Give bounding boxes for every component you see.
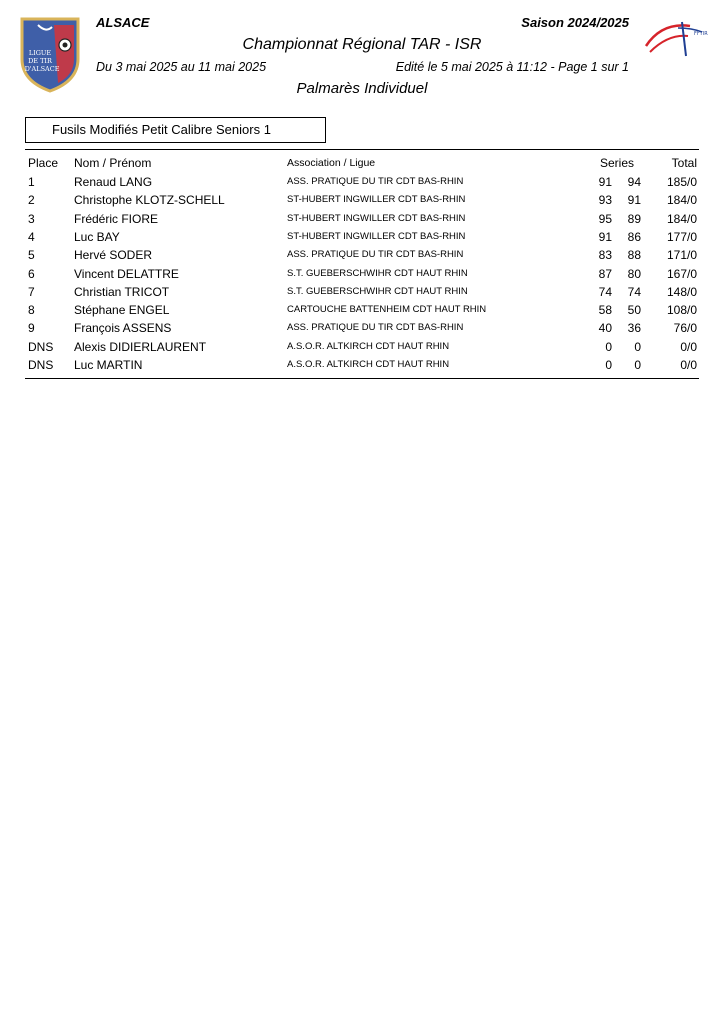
fftir-logo-text: FFTIR (694, 31, 708, 37)
row-series-2: 89 (627, 211, 641, 226)
table-row (0, 193, 724, 211)
table-row (0, 267, 724, 285)
col-header-series: Series (599, 156, 634, 170)
table-bottom-rule (25, 378, 699, 379)
row-association: ST-HUBERT INGWILLER CDT BAS-RHIN (287, 194, 466, 206)
table-row (0, 321, 724, 339)
row-total: 171/0 (666, 248, 697, 263)
row-total: 185/0 (666, 175, 697, 189)
row-association: ASS. PRATIQUE DU TIR CDT BAS-RHIN (287, 176, 464, 187)
row-name: Stéphane ENGEL (74, 303, 170, 318)
table-row (0, 358, 724, 376)
row-series-2: 74 (627, 284, 641, 299)
region-label: ALSACE (96, 15, 150, 30)
row-association: CARTOUCHE BATTENHEIM CDT HAUT RHIN (287, 304, 487, 316)
row-series-1: 95 (598, 211, 612, 226)
logo-text-line-1: LIGUE (28, 49, 52, 57)
row-association: A.S.O.R. ALTKIRCH CDT HAUT RHIN (287, 359, 450, 370)
table-row (0, 230, 724, 248)
row-name: Hervé SODER (74, 248, 153, 263)
row-place: 5 (28, 248, 35, 263)
table-row (0, 212, 724, 230)
row-name: Renaud LANG (74, 175, 153, 189)
row-total: 0/0 (680, 339, 697, 354)
row-association: ASS. PRATIQUE DU TIR CDT BAS-RHIN (287, 249, 464, 261)
row-name: Luc BAY (74, 229, 120, 244)
row-place: 7 (28, 284, 35, 299)
table-row (0, 285, 724, 303)
row-series-1: 58 (598, 303, 612, 318)
row-place: 9 (28, 321, 35, 336)
row-place: 4 (28, 229, 35, 244)
row-association: ASS. PRATIQUE DU TIR CDT BAS-RHIN (287, 322, 464, 334)
row-series-1: 91 (598, 229, 612, 244)
row-association: ST-HUBERT INGWILLER CDT BAS-RHIN (287, 230, 466, 242)
row-total: 184/0 (666, 193, 697, 208)
table-top-rule (25, 149, 699, 150)
table-row (0, 340, 724, 358)
row-place: 1 (28, 175, 35, 189)
row-series-1: 83 (598, 248, 612, 263)
row-total: 184/0 (666, 211, 697, 226)
row-name: Alexis DIDIERLAURENT (74, 339, 207, 354)
row-place: 8 (28, 303, 35, 318)
championship-title: Championnat Régional TAR - ISR (242, 36, 482, 53)
col-header-association: Association / Ligue (287, 157, 376, 169)
row-series-1: 0 (605, 358, 612, 372)
logo-text-line-2: DE TIR (28, 57, 52, 65)
col-header-name: Nom / Prénom (74, 156, 152, 170)
table-row (0, 175, 724, 193)
row-total: 167/0 (666, 266, 697, 281)
row-series-1: 40 (598, 321, 612, 336)
row-series-2: 36 (627, 321, 641, 336)
col-header-total: Total (671, 156, 697, 170)
table-row (0, 248, 724, 266)
row-association: S.T. GUEBERSCHWIHR CDT HAUT RHIN (287, 267, 468, 279)
row-series-1: 87 (598, 266, 612, 281)
row-place: 2 (28, 193, 35, 208)
page-subtitle: Palmarès Individuel (296, 80, 428, 97)
col-header-place: Place (28, 156, 59, 170)
row-series-2: 0 (634, 339, 641, 354)
row-total: 177/0 (666, 229, 697, 244)
season-label: Saison 2024/2025 (521, 15, 629, 30)
row-total: 0/0 (680, 358, 697, 372)
row-total: 76/0 (673, 321, 697, 336)
category-box: Fusils Modifiés Petit Calibre Seniors 1 (25, 117, 326, 143)
logo-text-line-3: D'ALSACE (24, 65, 60, 73)
row-series-2: 91 (627, 193, 641, 208)
row-place: 6 (28, 266, 35, 281)
row-name: Christophe KLOTZ-SCHELL (74, 193, 225, 208)
row-place: DNS (28, 339, 54, 354)
row-series-2: 94 (627, 175, 641, 189)
row-series-2: 0 (634, 358, 641, 372)
row-series-2: 80 (627, 266, 641, 281)
row-name: Christian TRICOT (74, 284, 170, 299)
row-series-1: 74 (598, 284, 612, 299)
row-association: S.T. GUEBERSCHWIHR CDT HAUT RHIN (287, 285, 468, 297)
row-name: Frédéric FIORE (74, 211, 159, 226)
row-name: Vincent DELATTRE (74, 266, 179, 281)
row-total: 108/0 (666, 303, 697, 318)
row-place: 3 (28, 211, 35, 226)
row-series-2: 50 (627, 303, 641, 318)
row-name: Luc MARTIN (74, 358, 143, 372)
row-place: DNS (28, 358, 54, 372)
row-series-2: 88 (627, 248, 641, 263)
row-association: A.S.O.R. ALTKIRCH CDT HAUT RHIN (287, 340, 450, 352)
row-association: ST-HUBERT INGWILLER CDT BAS-RHIN (287, 212, 466, 224)
edition-info: Edité le 5 mai 2025 à 11:12 - Page 1 sur 1 (395, 60, 629, 74)
row-name: François ASSENS (74, 321, 172, 336)
row-series-2: 86 (627, 229, 641, 244)
row-series-1: 91 (598, 175, 612, 189)
table-row (0, 303, 724, 321)
row-series-1: 0 (605, 339, 612, 354)
row-total: 148/0 (666, 284, 697, 299)
row-series-1: 93 (598, 193, 612, 208)
date-range: Du 3 mai 2025 au 11 mai 2025 (96, 60, 267, 74)
